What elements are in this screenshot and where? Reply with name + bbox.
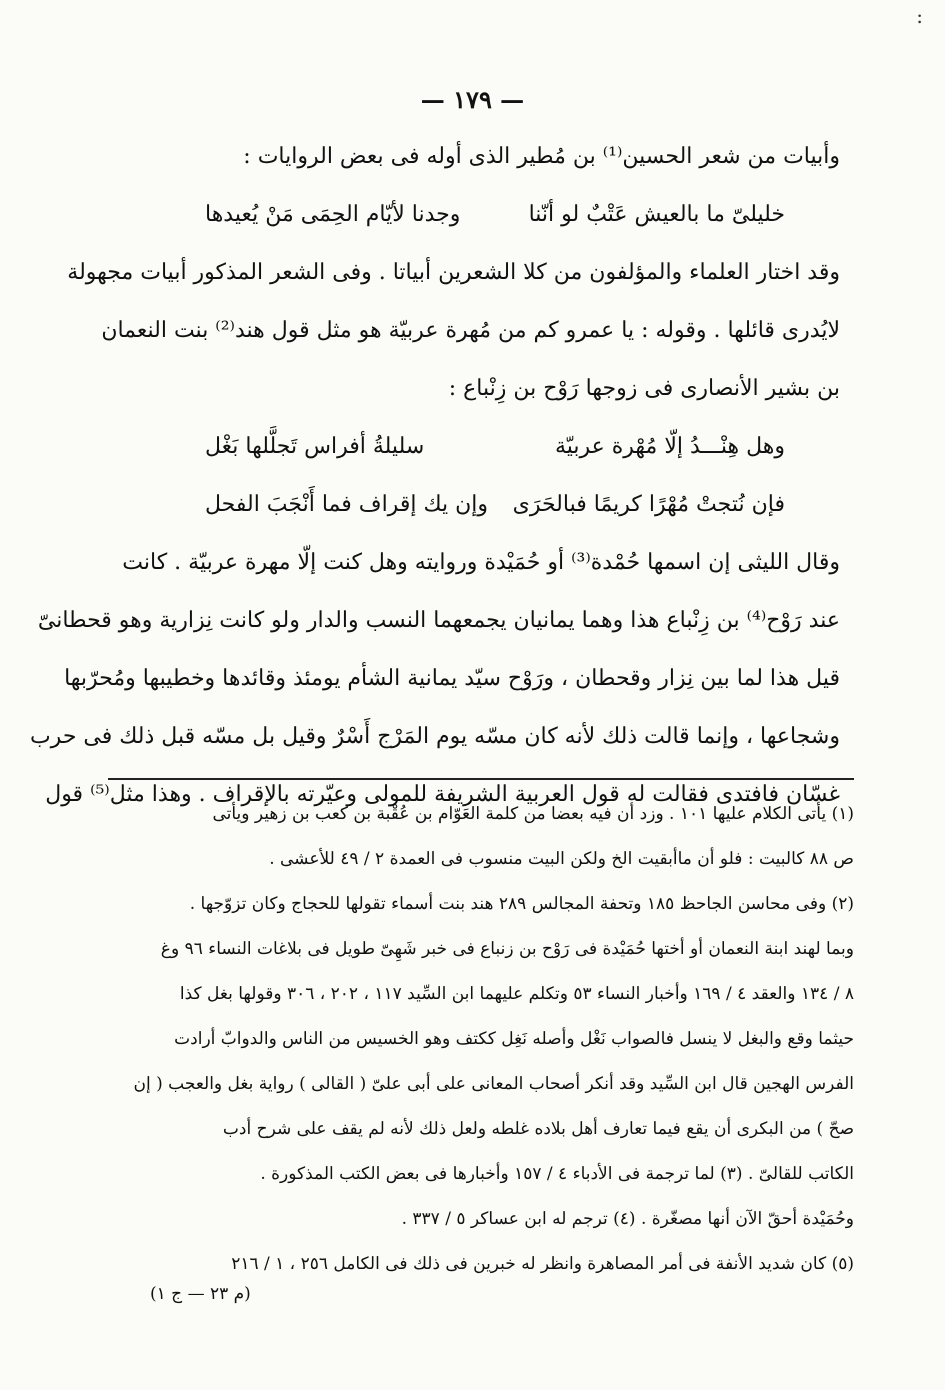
verse-1-first-hemistich: خليلىّ ما بالعيش عَتْبٌ لو أنّنا [528, 202, 785, 227]
footnote-line: وبما لهند ابنة النعمان أو أختها حُمَيْدة فى رَوْح بن زنباع فى خبر شَهِىّ طويل فى بلاغات النساء ٩٦ وغ [160, 939, 854, 959]
body-line-5: وقال الليثى إن اسمها حُمْدة⁽³⁾ أو حُمَيْدة وروايته وهل كنت إلّا مهرة عربيّة . كانت [122, 550, 840, 575]
page-margin-dots: : [916, 4, 923, 28]
verse-1 [110, 186, 840, 244]
footnote-line: حيثما وقع والبغل لا ينسل فالصواب نَغْل وأصله نَغِل ككتف وهو الخسيس من الناس والدوابّ أرادت [174, 1029, 854, 1049]
body-line-4: بن بشير الأنصارى فى زوجها رَوْح بن زِنْباع : [448, 376, 840, 401]
footnote-line: صحّ ) من البكرى أن يقع فيما تعارف أهل بلاده غلطه ولعل ذلك لأنه لم يقف على شرح أدب [222, 1119, 854, 1139]
footnote-line: وحُمَيْدة أحقّ الآن أنها مصغّرة . (٤) ترجم له ابن عساكر ٥ / ٣٣٧ . [401, 1209, 854, 1229]
body-line-1: وأبيات من شعر الحسين⁽¹⁾ بن مُطير الذى أوله فى بعض الروايات : [243, 144, 840, 169]
body-line-2: وقد اختار العلماء والمؤلفون من كلا الشعرين أبياتا . وفى الشعر المذكور أبيات مجهولة [67, 260, 840, 285]
verse-1-second-hemistich: وجدنا لأيّام الحِمَى مَنْ يُعيدها [205, 202, 461, 227]
body-line-9: غسّان فافتدى فقالت له قول العربية الشريفة للمولى وعيّرته بالإقراف . وهذا مثل⁽⁵⁾ قول [45, 782, 840, 807]
verse-3-first-hemistich: فإن نُتجتْ مُهْرًا كريمًا فبالحَرَى [512, 492, 785, 517]
verse-3 [110, 476, 840, 534]
body-line-3: لايُدرى قائلها . وقوله : يا عمرو كم من مُهرة عربيّة هو مثل قول هند⁽²⁾ بنت النعمان [101, 318, 840, 343]
footnote-divider [108, 778, 854, 780]
body-line-7: قيل هذا لما بين نِزار وقحطان ، ورَوْح سيّد يمانية الشأم يومئذ وقائدها وخطيبها ومُحرّبها [64, 666, 840, 691]
body-line-6: عند رَوْح⁽⁴⁾ بن زِنْباع هذا وهما يمانيان يجمعهما النسب والدار ولو كانت نِزارية وهو قحطانىّ [37, 608, 840, 633]
verse-2-second-hemistich: سليلةُ أفراس تَجلَّلها بَغْل [205, 434, 425, 459]
footnote-line: ص ٨٨ كالبيت : فلو أن ماأبقيت الخ ولكن البيت منسوب فى العمدة ٢ / ٤٩ للأعشى . [269, 849, 854, 869]
footnote-line: (٥) كان شديد الأنفة فى أمر المصاهرة وانظر له خبرين فى ذلك فى الكامل ٢٥٦ ، ١ / ٢١٦ [231, 1254, 854, 1274]
verse-3-second-hemistich: وإن يك إقراف فما أَنْجَبَ الفحل [205, 492, 488, 517]
verse-2-first-hemistich: وهل هِنْـــدُ إلّا مُهْرة عربيّة [554, 434, 785, 459]
body-line-8: وشجاعها ، وإنما قالت ذلك لأنه كان مسّه يوم المَرْج أَسْرٌ وقيل بل مسّه قبل ذلك فى حرب [29, 724, 840, 749]
footnote-line: (٢) وفى محاسن الجاحظ ١٨٥ وتحفة المجالس ٢٨٩ هند بنت أسماء تقولها للحجاج وكان تزوّجها . [189, 894, 854, 914]
footnote-line: الكاتب للقالىّ . (٣) لما ترجمة فى الأدباء ٤ / ١٥٧ وأخبارها فى بعض الكتب المذكورة . [260, 1164, 854, 1184]
signature-mark: (م ٢٣ — ج ١) [150, 1284, 251, 1304]
verse-2 [110, 418, 840, 476]
footnote-line: ٨ / ١٣٤ والعقد ٤ / ١٦٩ وأخبار النساء ٥٣ وتكلم عليهما ابن السِّيد ١١٧ ، ٢٠٢ ، ٣٠٦ وقولها بغل كذا [179, 984, 854, 1004]
footnotes [108, 792, 854, 1287]
main-text [29, 128, 840, 824]
footnote-line: (١) يأتى الكلام عليها ١٠١ . وزد أن فيه بعضا من كلمة العَوّام بن عُقْبة بن كعب بن زهير ويأتى [212, 804, 854, 824]
footnote-line: الفرس الهجين قال ابن السِّيد وقد أنكر أصحاب المعانى على أبى علىّ ( القالى ) رواية بغل والعجب ( إن [133, 1074, 854, 1094]
page-number: — ١٧٩ — [420, 85, 525, 114]
